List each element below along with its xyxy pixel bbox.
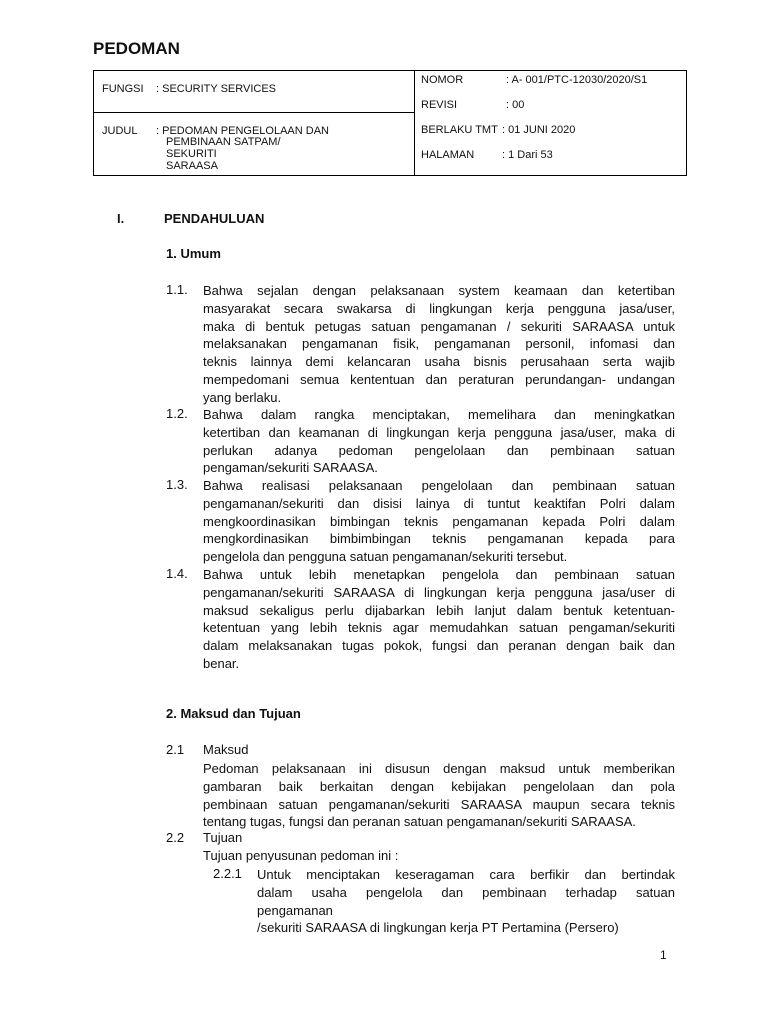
text-line: ketentuan yang lebih teknis agar memudahkan satuan pengaman/sekuriti bbox=[203, 620, 675, 636]
text-line: perlukan adanya pedoman pengelolaan dan pembinaan satuan bbox=[203, 442, 675, 458]
tujuan-intro: Tujuan penyusunan pedoman ini : bbox=[203, 848, 399, 863]
tujuan-title: Tujuan bbox=[203, 830, 243, 845]
paragraph-1-1 bbox=[203, 282, 675, 407]
text-line: Untuk menciptakan keseragaman cara berfikir dan bertindak bbox=[257, 867, 675, 882]
text-line: melaksanakan pengamanan fisik, pengamanan personil, infomasi dan bbox=[203, 336, 675, 352]
text-line: pembinaan satuan pengamanan/sekuriti SARAASA maupun secara teknis bbox=[203, 796, 675, 812]
subsection-title-umum: 1. Umum bbox=[166, 246, 221, 261]
revisi-value: : 00 bbox=[506, 99, 525, 111]
judul-line-2: PEMBINAAN SATPAM/ bbox=[166, 136, 281, 148]
paragraph-maksud bbox=[203, 760, 675, 831]
subsection-title-maksud-tujuan: 2. Maksud dan Tujuan bbox=[166, 706, 301, 721]
text-line: pengelola dan pengguna satuan pengamanan/sekuriti tersebut. bbox=[203, 549, 568, 565]
text-line: maksud sekaligus perlu dijabarkan lebih lanjut dalam bentuk ketentuan- bbox=[203, 602, 675, 618]
text-line: Bahwa dalam rangka menciptakan, memelihara dan meningkatkan bbox=[203, 407, 675, 422]
judul-label: JUDUL bbox=[102, 125, 138, 137]
text-line: gambaran baik berkaitan dengan kebijakan pengelolaan dan pola bbox=[203, 778, 675, 794]
maksud-title: Maksud bbox=[203, 742, 249, 757]
revisi-label: REVISI bbox=[421, 99, 458, 111]
item-number: 1.3. bbox=[166, 477, 188, 492]
paragraph-1-3 bbox=[203, 477, 675, 566]
text-line: pengamanan/sekuriti dan disisi lainya di tuntut keaktifan Polri dalam bbox=[203, 495, 675, 511]
text-line: pengamanan bbox=[257, 902, 333, 918]
text-line: pengamanan/sekuriti SARAASA di lingkungan kerja pengguna jasa/user di bbox=[203, 584, 675, 600]
page-number: 1 bbox=[660, 948, 667, 962]
text-line: Bahwa realisasi pelaksanaan pengelolaan dan pembinaan satuan bbox=[203, 478, 675, 493]
text-line: mengkordinasikan bimbimbingan teknis pengamanan kepada para bbox=[203, 531, 675, 547]
section-number: I. bbox=[117, 211, 125, 226]
text-line: tentang tugas, fungsi dan peranan satuan pengamanan/sekuriti SARAASA. bbox=[203, 814, 636, 830]
item-number: 2.2 bbox=[166, 830, 185, 845]
fungsi-value: : SECURITY SERVICES bbox=[156, 83, 277, 95]
text-line: mempedomani semua kententuan dan peraturan perundangan- undangan bbox=[203, 371, 675, 387]
text-line: dalam melaksanakan tugas pokok, fungsi dan peranan dengan baik dan bbox=[203, 638, 675, 654]
judul-line-3: SEKURITI bbox=[166, 148, 217, 160]
paragraph-1-2 bbox=[203, 406, 675, 477]
judul-line-4: SARAASA bbox=[166, 160, 218, 172]
text-line: pengaman/sekuriti SARAASA. bbox=[203, 460, 378, 476]
text-line: Bahwa sejalan dengan pelaksanaan system keamaan dan ketertiban bbox=[203, 283, 675, 298]
nomor-value: : A- 001/PTC-12030/2020/S1 bbox=[506, 74, 648, 86]
text-line: Pedoman pelaksanaan ini disusun dengan maksud untuk memberikan bbox=[203, 761, 675, 776]
nomor-label: NOMOR bbox=[421, 74, 464, 86]
section-title: PENDAHULUAN bbox=[164, 211, 265, 226]
header-divider-horizontal bbox=[94, 112, 414, 113]
text-line: masyarakat secara swakarsa di lingkungan kerja pengguna jasa/user, bbox=[203, 300, 675, 316]
berlaku-value: : 01 JUNI 2020 bbox=[502, 124, 576, 136]
header-table bbox=[93, 70, 687, 176]
text-line: dalam usaha pengelola dan pembinaan terhadap satuan bbox=[257, 884, 675, 900]
text-line: Bahwa untuk lebih menetapkan pengelola dan pembinaan satuan bbox=[203, 567, 675, 582]
item-number: 1.1. bbox=[166, 282, 188, 297]
fungsi-label: FUNGSI bbox=[102, 83, 144, 95]
text-line: teknis lainnya demi kelancaran usaha bisnis perusahaan serta wajib bbox=[203, 354, 675, 370]
halaman-label: HALAMAN bbox=[421, 149, 475, 161]
item-number: 2.1 bbox=[166, 742, 185, 757]
text-line: ketertiban dan keamanan di lingkungan kerja pengguna jasa/user, maka di bbox=[203, 424, 675, 440]
berlaku-label: BERLAKU TMT bbox=[421, 124, 498, 136]
text-line: /sekuriti SARAASA di lingkungan kerja PT Pertamina (Persero) bbox=[257, 920, 619, 936]
paragraph-1-4 bbox=[203, 566, 675, 673]
paragraph-2-2-1 bbox=[257, 866, 675, 937]
text-line: mengkoordinasikan bimbingan teknis pengamanan kepada Polri dalam bbox=[203, 513, 675, 529]
item-number: 1.4. bbox=[166, 566, 188, 581]
text-line: maka di bentuk petugas satuan pengamanan / sekuriti SARAASA untuk bbox=[203, 318, 675, 334]
text-line: benar. bbox=[203, 655, 240, 671]
header-divider-vertical bbox=[414, 71, 415, 175]
text-line: yang berlaku. bbox=[203, 389, 282, 405]
document-title: PEDOMAN bbox=[93, 39, 180, 58]
judul-line-1: : PEDOMAN PENGELOLAAN DAN bbox=[156, 125, 329, 137]
item-number: 1.2. bbox=[166, 406, 188, 421]
item-number: 2.2.1 bbox=[213, 866, 242, 881]
halaman-value: : 1 Dari 53 bbox=[502, 149, 553, 161]
